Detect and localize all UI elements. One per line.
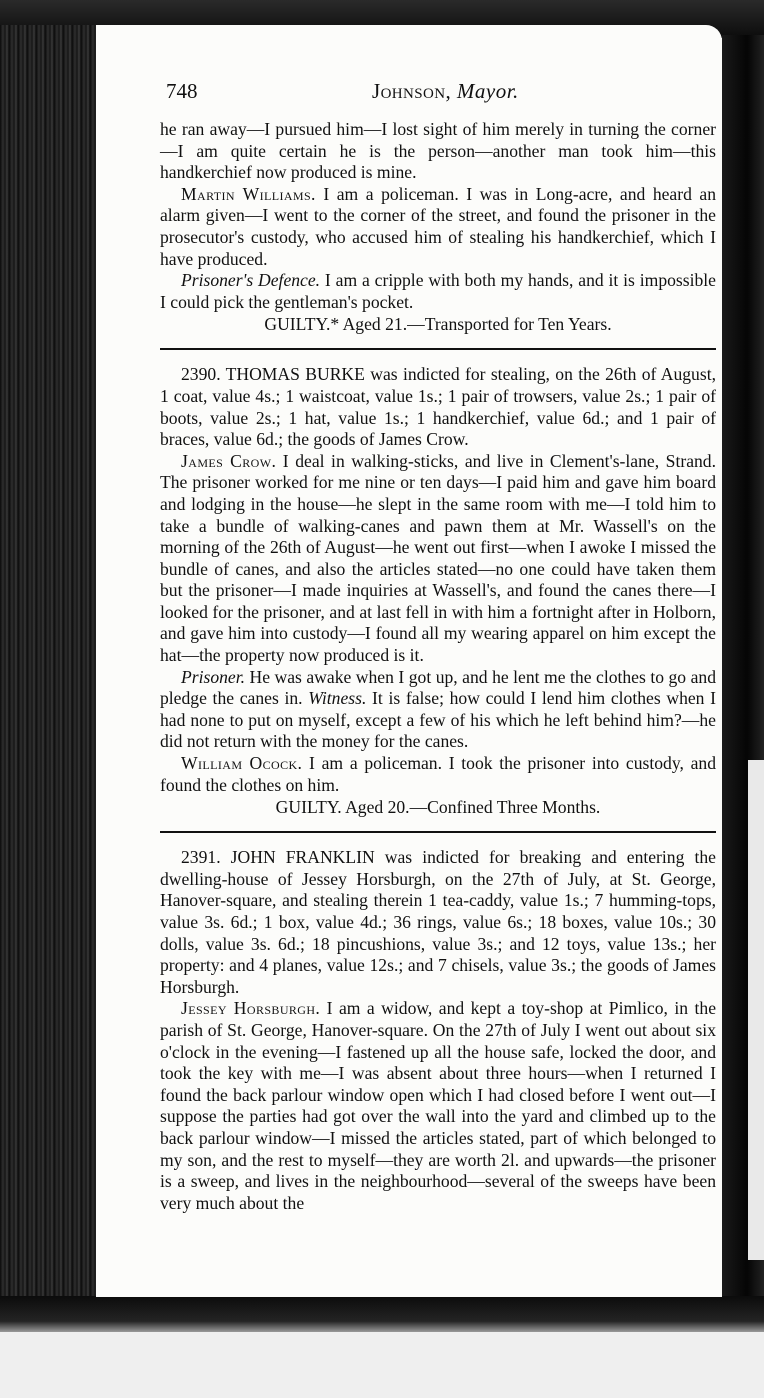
case-intro: 2390. THOMAS BURKE was indicted for stealing, on the 26th of August, 1 coat, value 4s.; 1 waistcoat, value 1s.; 1 pair of trowsers, value 2s.; 1 pair of boots, value 2s.; 1 hat, value 1s.; 1 handkerchief, value 6d.; and 1 pair of braces, value 6d.; the goods of James Crow. xyxy=(160,364,716,450)
testimony-paragraph xyxy=(160,998,716,1214)
verdict: GUILTY. Aged 20.—Confined Three Months. xyxy=(275,797,601,818)
paragraph: he ran away—I pursued him—I lost sight of him merely in turning the corner—I am quite certain he is the person—another man took him—this handkerchief now produced is mine. xyxy=(160,119,716,183)
scan-bottom-shadow xyxy=(0,1296,764,1332)
defence-paragraph xyxy=(160,270,716,313)
verdict: GUILTY.* Aged 21.—Transported for Ten Years. xyxy=(264,314,612,335)
exchange-paragraph xyxy=(160,667,716,753)
case-intro: 2391. JOHN FRANKLIN was indicted for breaking and entering the dwelling-house of Jessey Horsburgh, on the 27th of July, at St. George, Hanover-square, and stealing therein 1 tea-caddy, value 1s.; 7 humming-tops, value 3s. 6d.; 1 box, value 4d.; 36 rings, value 6s.; 18 boxes, value 10s.; 30 dolls, value 3s. 6d.; 18 pincushions, value 3s.; and 12 toys, value 13s.; her property: and 4 planes, value 12s.; and 7 chisels, value 3s.; the goods of James Horsburgh. xyxy=(160,847,716,997)
testimony-text: I deal in walking-sticks, and live in Clement's-lane, Strand. The prisoner worked for me nine or ten days—I paid him and gave him board and lodging in the house—he slept in the same room with me—I told him to take a bundle of walking-canes and pawn them at Mr. Wassell's on the morning of the 26th of August—he went out first—when I awoke I missed the bundle of canes, and also the articles stated—no one could have taken them but the prisoner—I made inquiries at Wassell's, and found the canes there—I looked for the prisoner, and at last fell in with him a fortnight after in Holborn, and gave him into custody—I found all my wearing apparel on him except the hat—the property now produced is it. xyxy=(160,450,716,666)
testimony-text: I am a policeman. I was in Long-acre, and heard an alarm given—I went to the corner of the street, and found the prisoner in the prosecutor's custody, who accused him of stealing his handkerchief, which I have produced. xyxy=(160,183,717,269)
case-divider xyxy=(160,348,716,350)
book-page xyxy=(96,25,722,1297)
running-title-name: Johnson, xyxy=(372,79,452,103)
case-divider xyxy=(160,831,716,833)
testimony-paragraph xyxy=(160,451,716,667)
running-title xyxy=(372,79,519,104)
prisoner-label: Prisoner. xyxy=(181,666,246,687)
witness-name: Martin Williams. xyxy=(181,183,316,204)
page-content xyxy=(160,79,716,1214)
defence-text: I am a cripple with both my hands, and it is impossible I could pick the gentleman's pocket. xyxy=(160,270,716,312)
running-head xyxy=(160,79,716,119)
witness-label: Witness. xyxy=(308,688,367,709)
testimony-text: I am a policeman. I took the prisoner into custody, and found the clothes on him. xyxy=(160,753,716,795)
running-title-office: Mayor. xyxy=(456,79,519,103)
page-number: 748 xyxy=(166,79,198,103)
scan-bottom-strip xyxy=(0,1332,764,1398)
testimony-paragraph xyxy=(160,184,716,270)
testimony-paragraph xyxy=(160,753,716,796)
prisoner-text: He was awake when I got up, and he lent me the clothes to go and pledge the canes in. xyxy=(160,666,716,709)
witness-name: James Crow. xyxy=(181,450,277,471)
defence-label: Prisoner's Defence. xyxy=(181,270,321,291)
witness-name: William Ocock. xyxy=(181,753,303,774)
book-page-edges xyxy=(0,25,100,1315)
witness-text: It is false; how could I lend him clothes when I had none to put on myself, except a few of his which he left behind him?—he did not return with the money for the canes. xyxy=(160,688,716,752)
witness-name: Jessey Horsburgh. xyxy=(181,998,321,1019)
facing-page-fragment xyxy=(748,760,764,1260)
testimony-text: I am a widow, and kept a toy-shop at Pimlico, in the parish of St. George, Hanover-square. On the 27th of July I went out about six o'clock in the evening—I fastened up all the house safe, locked the door, and took the key with me—I was absent about three hours—when I returned I found the back parlour window open which I had closed before I went out—I suppose the parties had got over the wall into the yard and climbed up to the back parlour window—I missed the articles stated, part of which belonged to my son, and the rest to myself—they are worth 2l. and upwards—the prisoner is a sweep, and lives in the neighbourhood—several of the sweeps have been very much about the xyxy=(160,998,716,1213)
